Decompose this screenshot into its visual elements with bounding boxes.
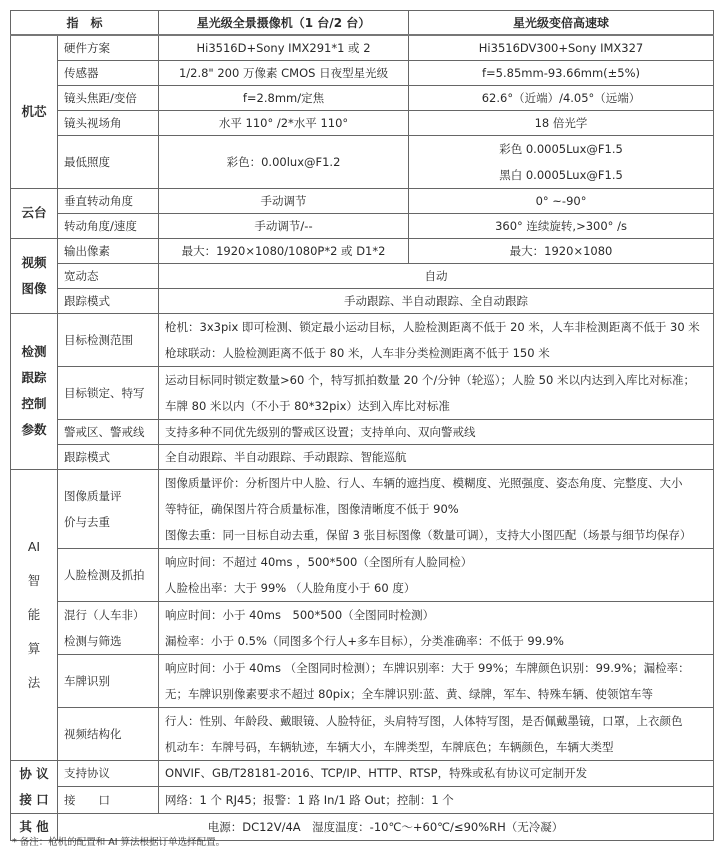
- group-video: [11, 238, 58, 313]
- table-row: [11, 419, 714, 444]
- cell-b: f=5.85mm-93.66mm(±5%): [409, 60, 714, 85]
- row-label: 警戒区、警戒线: [58, 419, 159, 444]
- group-title-line: 法: [27, 674, 41, 690]
- footnote: * 备注：枪机的配置和 AI 算法根据订单选择配置。: [12, 837, 226, 848]
- cell-span: [159, 366, 714, 419]
- cell-span: [159, 469, 714, 548]
- row-label: 跟踪模式: [58, 444, 159, 469]
- cell-a: 1/2.8" 200 万像素 CMOS 日夜型星光级: [159, 60, 409, 85]
- table-row: [11, 548, 714, 601]
- table-row: [11, 760, 714, 787]
- cell-b: 62.6°（近端）/4.05°（远端）: [409, 85, 714, 110]
- label-line: 图像质量评: [64, 488, 122, 503]
- row-label: 支持协议: [58, 760, 159, 787]
- group-title-line: 检测: [21, 344, 47, 359]
- group-title-line: AI: [27, 538, 41, 554]
- cell-a: Hi3516D+Sony IMX291*1 或 2: [159, 35, 409, 60]
- text-line: 图像去重：同一目标自动去重，保留 3 张目标图像（数量可调），支持大小图匹配（场景与细节均保存）: [165, 527, 692, 542]
- row-label: 镜头视场角: [58, 110, 159, 135]
- row-label: 人脸检测及抓拍: [58, 548, 159, 601]
- row-label: 宽动态: [58, 263, 159, 288]
- table-row: [11, 238, 714, 263]
- row-label: 接 口: [58, 787, 159, 814]
- group-title-line: 接 口: [19, 791, 49, 807]
- cell-span: [159, 313, 714, 366]
- cell-a: f=2.8mm/定焦: [159, 85, 409, 110]
- text-line: 黑白 0.0005Lux@F1.5: [499, 167, 623, 182]
- cell-b: 0° ~-90°: [409, 188, 714, 213]
- cell-span: ONVIF、GB/T28181-2016、TCP/IP、HTTP、RTSP，特殊或私有协议可定制开发: [159, 760, 714, 787]
- group-core: 机芯: [11, 35, 58, 188]
- cell-span: 全自动跟踪、半自动跟踪、手动跟踪、智能巡航: [159, 444, 714, 469]
- text-line: 响应时间：小于 40ms 500*500（全图同时检测）: [165, 607, 435, 622]
- cell-a: 彩色：0.00lux@F1.2: [159, 135, 409, 188]
- table-row: [11, 60, 714, 85]
- group-title-line: 参数: [21, 422, 47, 437]
- table-row: [11, 469, 714, 548]
- table-row: [11, 787, 714, 814]
- cell-span: 支持多种不同优先级别的警戒区设置；支持单向、双向警戒线: [159, 419, 714, 444]
- text-line: 无；车牌识别像素要求不超过 80pix；全车牌识别:蓝、黄、绿牌，军车、特殊车辆、使领馆车等: [165, 686, 653, 701]
- header-col2: 星光级变倍高速球: [409, 11, 714, 36]
- text-line: 枪机：3x3pix 即可检测、锁定最小运动目标，人脸检测距离不低于 20 米，人车非检测距离不低于 30 米: [165, 319, 700, 334]
- group-ai: [11, 469, 58, 760]
- label-line: 混行（人车非）: [64, 607, 145, 622]
- group-title-line: 智: [27, 572, 41, 588]
- cell-span: [159, 654, 714, 707]
- table-row: [11, 366, 714, 419]
- group-title-line: 算: [27, 640, 41, 656]
- cell-a: 手动调节: [159, 188, 409, 213]
- group-other: 其 他: [11, 813, 58, 840]
- text-line: 等特征，确保图片符合质量标准，图像清晰度不低于 90%: [165, 501, 459, 516]
- row-label: 传感器: [58, 60, 159, 85]
- table-row: [11, 601, 714, 654]
- table-row: [11, 213, 714, 238]
- cell-a: 最大：1920×1080/1080P*2 或 D1*2: [159, 238, 409, 263]
- text-line: 人脸检出率：大于 99% （人脸角度小于 60 度）: [165, 580, 416, 595]
- group-protocol: [11, 760, 58, 813]
- row-label: [58, 469, 159, 548]
- group-title-line: 跟踪: [21, 370, 47, 385]
- row-label: 镜头焦距/变倍: [58, 85, 159, 110]
- text-line: 机动车：车牌号码，车辆轨迹，车辆大小，车牌类型，车牌底色；车辆颜色，车辆大类型: [165, 739, 614, 754]
- group-title-line: 图像: [21, 280, 47, 296]
- group-title-line: 能: [27, 606, 41, 622]
- table-row: [11, 288, 714, 313]
- label-line: 检测与筛选: [64, 633, 122, 648]
- group-ptz: 云台: [11, 188, 58, 238]
- cell-b: 360° 连续旋转,>300° /s: [409, 213, 714, 238]
- cell-span: [159, 548, 714, 601]
- text-line: 车牌 80 米以内（不小于 80*32pix）达到入库比对标准: [165, 398, 450, 413]
- table-row: [11, 444, 714, 469]
- header-row: [11, 11, 714, 36]
- row-label: 视频结构化: [58, 707, 159, 760]
- table-row: [11, 135, 714, 188]
- table-row: [11, 313, 714, 366]
- group-title-line: 控制: [21, 396, 47, 411]
- table-row: [11, 188, 714, 213]
- row-label: 跟踪模式: [58, 288, 159, 313]
- cell-b: Hi3516DV300+Sony IMX327: [409, 35, 714, 60]
- group-title-line: 视频: [21, 254, 47, 270]
- cell-a: 手动调节/--: [159, 213, 409, 238]
- header-indicator: 指 标: [11, 11, 159, 36]
- table-row: [11, 263, 714, 288]
- cell-span: 网络：1 个 RJ45；报警：1 路 In/1 路 Out；控制：1 个: [159, 787, 714, 814]
- text-line: 图像质量评价：分析图片中人脸、行人、车辆的遮挡度、模糊度、光照强度、姿态角度、完整度、大小: [165, 475, 683, 490]
- row-label: 垂直转动角度: [58, 188, 159, 213]
- table-row: [11, 707, 714, 760]
- cell-span: [159, 601, 714, 654]
- text-line: 漏检率：小于 0.5%（同图多个行人+多车目标），分类准确率：不低于 99.9%: [165, 633, 564, 648]
- table-row: [11, 85, 714, 110]
- row-label: 转动角度/速度: [58, 213, 159, 238]
- row-label: 输出像素: [58, 238, 159, 263]
- text-line: 彩色 0.0005Lux@F1.5: [499, 141, 623, 156]
- cell-a: 水平 110° /2*水平 110°: [159, 110, 409, 135]
- row-label: 车牌识别: [58, 654, 159, 707]
- cell-span: [159, 707, 714, 760]
- cell-b: 最大：1920×1080: [409, 238, 714, 263]
- row-label: 最低照度: [58, 135, 159, 188]
- text-line: 枪球联动：人脸检测距离不低于 80 米，人车非分类检测距离不低于 150 米: [165, 345, 550, 360]
- row-label: 目标检测范围: [58, 313, 159, 366]
- group-detect: [11, 313, 58, 469]
- cell-span: 自动: [159, 263, 714, 288]
- text-line: 响应时间：不超过 40ms ，500*500（全图所有人脸同检）: [165, 554, 473, 569]
- table-row: [11, 35, 714, 60]
- group-title-line: 协 议: [19, 765, 49, 781]
- header-col1: 星光级全景摄像机（1 台/2 台）: [159, 11, 409, 36]
- text-line: 响应时间：小于 40ms （全图同时检测）；车牌识别率：大于 99%；车牌颜色识别：99.9%；漏检率：: [165, 660, 690, 675]
- row-label: 硬件方案: [58, 35, 159, 60]
- cell-b: 18 倍光学: [409, 110, 714, 135]
- row-label: 目标锁定、特写: [58, 366, 159, 419]
- row-label: [58, 601, 159, 654]
- cell-b: [409, 135, 714, 188]
- label-line: 价与去重: [64, 514, 110, 529]
- spec-table: [10, 10, 714, 841]
- cell-span: 电源：DC12V/4A 湿度温度：-10℃～+60℃/≤90%RH（无冷凝）: [58, 813, 714, 840]
- text-line: 行人：性别、年龄段、戴眼镜、人脸特征，头肩特写图，人体特写图，是否佩戴墨镜，口罩，上衣颜色: [165, 713, 683, 728]
- table-row: [11, 110, 714, 135]
- text-line: 运动目标同时锁定数量>60 个，特写抓拍数量 20 个/分钟（轮巡）；人脸 50 米以内达到入库比对标准；: [165, 372, 695, 387]
- cell-span: 手动跟踪、半自动跟踪、全自动跟踪: [159, 288, 714, 313]
- table-row: [11, 654, 714, 707]
